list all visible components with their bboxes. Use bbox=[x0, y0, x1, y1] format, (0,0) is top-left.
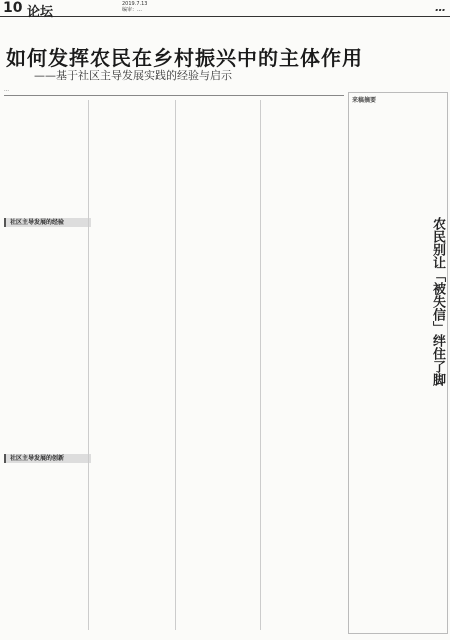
article-byline: … bbox=[4, 87, 9, 93]
page-number: 10 bbox=[3, 0, 23, 16]
section-heading-2-label: 社区主导发展的创新 bbox=[10, 455, 65, 462]
article-headline: 如何发挥农民在乡村振兴中的主体作用 bbox=[6, 46, 363, 70]
sidebar-title: 农民别让「被失信」绊住了脚 bbox=[430, 217, 445, 386]
article-column-4 bbox=[263, 100, 343, 630]
section-name: 论坛 bbox=[27, 5, 54, 20]
section-heading-1-label: 社区主导发展的经验 bbox=[10, 219, 65, 226]
paper-name: … bbox=[435, 1, 446, 14]
article-column-3 bbox=[178, 100, 258, 630]
article-subheadline: ——基于社区主导发展实践的经验与启示 bbox=[34, 69, 232, 82]
sidebar-column-name: 来稿摘要 bbox=[352, 97, 377, 104]
article-column-1 bbox=[4, 100, 86, 630]
sidebar-box bbox=[348, 92, 448, 634]
issue-line: 2019.7.13 编审：… bbox=[122, 1, 148, 13]
headline-rule bbox=[4, 95, 344, 96]
column-rule-2 bbox=[175, 100, 176, 630]
column-rule-3 bbox=[260, 100, 261, 630]
masthead bbox=[0, 0, 450, 20]
article-column-2 bbox=[91, 100, 173, 630]
column-rule-1 bbox=[88, 100, 89, 630]
